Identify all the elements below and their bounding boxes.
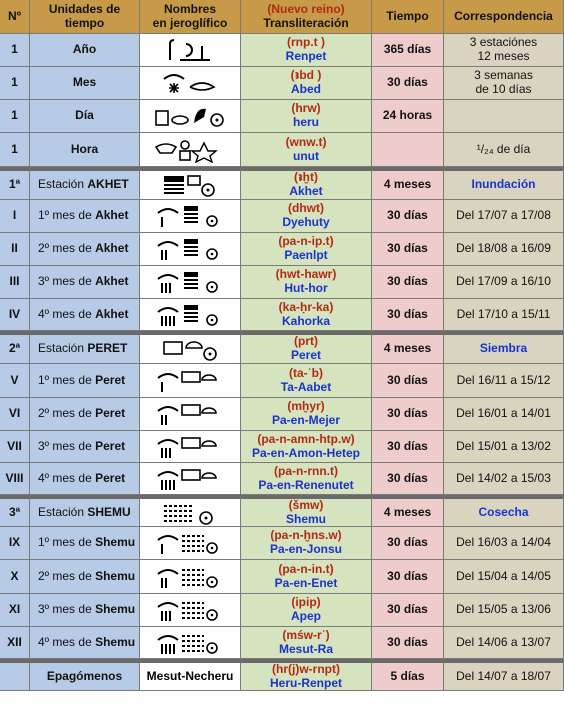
row-correspondence: Cosecha	[444, 495, 564, 527]
row-time: 30 días	[372, 398, 444, 431]
row-correspondence: Del 16/03 a 14/04	[444, 527, 564, 560]
row-correspondence: Del 15/04 a 14/05	[444, 560, 564, 594]
row-num: VI	[0, 398, 30, 431]
translit-original: (rnp.t )	[287, 35, 325, 50]
row-correspondence	[444, 67, 564, 100]
row-time: 30 días	[372, 364, 444, 398]
translit-spanish: Pa-en-Jonsu	[269, 542, 342, 556]
row-correspondence: Del 14/02 a 15/03	[444, 463, 564, 495]
row-unit	[30, 560, 140, 594]
unit-prefix: 4º mes de	[38, 634, 92, 649]
row-unit	[30, 527, 140, 560]
row-transliteration	[241, 299, 372, 331]
row-unit	[30, 34, 140, 67]
header-hiero-line1: Nombres	[163, 1, 216, 16]
translit-original: (hwt-hawr)	[275, 267, 337, 282]
row-num: 1	[0, 67, 30, 100]
row-num: III	[0, 266, 30, 299]
header-unit-line1: Unidades de	[48, 1, 121, 16]
translit-original: (hrw)	[291, 101, 321, 116]
row-time: 30 días	[372, 560, 444, 594]
unit-name: Akhet	[95, 274, 129, 289]
row-transliteration	[241, 167, 372, 200]
row-hieroglyph	[140, 627, 241, 659]
unit-name: PERET	[87, 341, 128, 356]
unit-name: Año	[72, 42, 97, 57]
row-hieroglyph	[140, 594, 241, 627]
row-correspondence: Del 14/06 a 13/07	[444, 627, 564, 659]
unit-name: Peret	[95, 470, 126, 485]
row-transliteration	[241, 200, 372, 233]
row-num: X	[0, 560, 30, 594]
row-num: IX	[0, 527, 30, 560]
row-transliteration	[241, 133, 372, 167]
hieroglyph-icon	[156, 302, 224, 328]
hieroglyph-icon	[156, 203, 224, 229]
row-unit	[30, 133, 140, 167]
unit-prefix: 3º mes de	[38, 602, 92, 617]
unit-name: AKHET	[87, 177, 129, 192]
translit-original: (pa-n-amn-htp.w)	[257, 431, 355, 446]
row-transliteration	[241, 594, 372, 627]
row-time: 30 días	[372, 233, 444, 266]
row-hieroglyph	[140, 431, 241, 463]
translit-spanish: Hut-hor	[284, 281, 328, 295]
translit-original: (dhwt)	[288, 201, 324, 216]
corr-text: 3 semanas de 10 días	[474, 68, 533, 96]
row-hieroglyph	[140, 200, 241, 233]
hieroglyph-icon	[156, 597, 224, 623]
hieroglyph-icon	[160, 336, 220, 362]
row-unit	[30, 659, 140, 691]
translit-original: (pa-n-ḫns.w)	[270, 528, 342, 543]
row-correspondence: Del 14/07 a 18/07	[444, 659, 564, 691]
row-num	[0, 659, 30, 691]
unit-name: Akhet	[95, 241, 129, 256]
translit-original: (pa-n-rnn.t)	[274, 463, 338, 478]
row-hieroglyph	[140, 167, 241, 200]
row-correspondence: Del 15/01 a 13/02	[444, 431, 564, 463]
translit-spanish: Pa-en-Mejer	[271, 413, 341, 427]
translit-spanish: Renpet	[285, 49, 327, 63]
hieroglyph-icon	[154, 137, 226, 163]
unit-name: Peret	[95, 438, 126, 453]
translit-spanish: Ta-Aabet	[280, 379, 332, 394]
unit-name: Shemu	[95, 634, 136, 649]
translit-spanish: Akhet	[289, 184, 323, 198]
unit-prefix: 4º mes de	[38, 306, 92, 321]
row-hieroglyph	[140, 659, 241, 691]
row-time: 30 días	[372, 200, 444, 233]
header-corr: Correspondencia	[444, 0, 564, 34]
header-unit-line2: tiempo	[64, 15, 105, 30]
hieroglyph-icon	[156, 434, 224, 460]
header-trans-line1: (Nuevo reino)	[267, 1, 345, 16]
row-transliteration	[241, 659, 372, 691]
translit-spanish: Pa-en-Amon-Hetep	[251, 445, 360, 460]
row-unit	[30, 233, 140, 266]
header-unit	[30, 0, 140, 34]
row-num: 1	[0, 133, 30, 167]
translit-spanish: Heru-Renpet	[269, 675, 342, 690]
row-hieroglyph	[140, 299, 241, 331]
translit-spanish: Peret	[290, 348, 322, 362]
translit-original: (ꜣḫt)	[294, 170, 318, 185]
row-time: 30 días	[372, 67, 444, 100]
row-num: IV	[0, 299, 30, 331]
row-correspondence: Del 17/09 a 16/10	[444, 266, 564, 299]
row-correspondence: Del 16/11 a 15/12	[444, 364, 564, 398]
translit-original: (mḫyr)	[287, 399, 325, 414]
row-num: 1	[0, 100, 30, 133]
row-unit	[30, 100, 140, 133]
translit-original: (šmw)	[288, 497, 324, 512]
hieroglyph-icon	[160, 172, 220, 198]
row-transliteration	[241, 627, 372, 659]
row-time: 30 días	[372, 627, 444, 659]
row-num: V	[0, 364, 30, 398]
header-time: Tiempo	[372, 0, 444, 34]
hieroglyph-icon	[160, 71, 220, 95]
row-transliteration	[241, 560, 372, 594]
translit-original: (wnw.t)	[285, 134, 327, 149]
row-correspondence: Del 17/10 a 15/11	[444, 299, 564, 331]
translit-original: (ipip)	[291, 595, 321, 610]
row-transliteration	[241, 431, 372, 463]
row-transliteration	[241, 495, 372, 527]
row-unit	[30, 266, 140, 299]
unit-name: SHEMU	[87, 504, 131, 519]
hiero-text: Mesut-Necheru	[146, 668, 234, 683]
row-num: II	[0, 233, 30, 266]
hieroglyph-icon	[156, 368, 224, 394]
row-unit	[30, 627, 140, 659]
row-correspondence: Inundación	[444, 167, 564, 200]
unit-name: Shemu	[95, 568, 136, 583]
hieroglyph-icon	[160, 38, 220, 62]
translit-spanish: Pa-en-Enet	[274, 575, 338, 590]
row-unit	[30, 431, 140, 463]
unit-name: Epagómenos	[46, 668, 123, 683]
header-hiero-line2: en jeroglífico	[152, 15, 228, 30]
row-num: I	[0, 200, 30, 233]
unit-prefix: 1º mes de	[38, 208, 92, 223]
unit-name: Mes	[72, 75, 97, 90]
unit-prefix: 2º mes de	[38, 241, 92, 256]
row-transliteration	[241, 463, 372, 495]
row-time: 4 meses	[372, 495, 444, 527]
row-unit	[30, 495, 140, 527]
unit-name: Shemu	[95, 602, 136, 617]
row-hieroglyph	[140, 560, 241, 594]
header-hiero	[140, 0, 241, 34]
translit-original: (hr(j)w-rnpt)	[272, 661, 340, 676]
translit-spanish: Kahorka	[281, 313, 331, 328]
unit-name: Peret	[95, 372, 126, 387]
row-hieroglyph	[140, 100, 241, 133]
row-hieroglyph	[140, 233, 241, 266]
row-time: 30 días	[372, 594, 444, 627]
translit-original: (mśw-rʿ)	[282, 627, 330, 642]
row-num: VII	[0, 431, 30, 463]
unit-prefix: Estación	[38, 504, 85, 519]
row-hieroglyph	[140, 133, 241, 167]
row-unit	[30, 463, 140, 495]
row-num: 1ª	[0, 167, 30, 200]
row-hieroglyph	[140, 527, 241, 560]
translit-spanish: Apep	[291, 609, 321, 623]
row-num: 3ª	[0, 495, 30, 527]
row-unit	[30, 67, 140, 100]
row-time: 5 días	[372, 659, 444, 691]
hieroglyph-icon	[156, 530, 224, 556]
header-num: Nº	[0, 0, 30, 34]
row-hieroglyph	[140, 398, 241, 431]
unit-name: Hora	[70, 141, 99, 156]
row-unit	[30, 167, 140, 200]
row-correspondence: ¹/₂₄ de día	[444, 133, 564, 167]
translit-original: (ꜣbd )	[290, 68, 322, 83]
row-time: 30 días	[372, 463, 444, 495]
row-time: 365 días	[372, 34, 444, 67]
unit-name: Akhet	[95, 208, 129, 223]
corr-text: 3 estaciónes 12 meses	[469, 35, 538, 63]
translit-original: (pa-n-ip.t)	[278, 234, 334, 249]
row-time: 30 días	[372, 266, 444, 299]
unit-prefix: 3º mes de	[38, 438, 92, 453]
row-transliteration	[241, 34, 372, 67]
row-num: XI	[0, 594, 30, 627]
translit-spanish: Pa-en-Renenutet	[258, 477, 354, 492]
hieroglyph-icon	[160, 500, 220, 526]
row-transliteration	[241, 364, 372, 398]
row-unit	[30, 364, 140, 398]
unit-prefix: 2º mes de	[38, 406, 92, 421]
row-hieroglyph	[140, 34, 241, 67]
row-transliteration	[241, 67, 372, 100]
hieroglyph-icon	[156, 466, 224, 492]
row-hieroglyph	[140, 463, 241, 495]
translit-spanish: Mesut-Ra	[278, 641, 333, 656]
row-correspondence: Del 18/08 a 16/09	[444, 233, 564, 266]
row-time: 24 horas	[372, 100, 444, 133]
row-transliteration	[241, 233, 372, 266]
translit-original: (ta-ʿb)	[289, 365, 323, 380]
row-correspondence: Del 15/05 a 13/06	[444, 594, 564, 627]
row-hieroglyph	[140, 266, 241, 299]
unit-prefix: 1º mes de	[38, 535, 92, 550]
unit-name: Akhet	[95, 306, 129, 321]
row-unit	[30, 331, 140, 364]
row-correspondence: Del 16/01 a 14/01	[444, 398, 564, 431]
row-hieroglyph	[140, 364, 241, 398]
hieroglyph-icon	[156, 564, 224, 590]
row-transliteration	[241, 331, 372, 364]
unit-prefix: 3º mes de	[38, 274, 92, 289]
unit-prefix: 2º mes de	[38, 568, 92, 583]
translit-spanish: Dyehuty	[282, 215, 330, 229]
row-time: 30 días	[372, 527, 444, 560]
row-hieroglyph	[140, 331, 241, 364]
row-correspondence: Siembra	[444, 331, 564, 364]
row-transliteration	[241, 266, 372, 299]
unit-prefix: 1º mes de	[38, 372, 92, 387]
unit-name: Peret	[95, 406, 126, 421]
header-trans	[241, 0, 372, 34]
row-transliteration	[241, 527, 372, 560]
row-correspondence	[444, 100, 564, 133]
unit-name: Día	[75, 108, 94, 123]
hieroglyph-icon	[156, 236, 224, 262]
translit-spanish: Paenlpt	[284, 248, 328, 262]
translit-spanish: Shemu	[285, 511, 326, 526]
row-time	[372, 133, 444, 167]
row-hieroglyph	[140, 495, 241, 527]
hieroglyph-icon	[156, 269, 224, 295]
row-num: 1	[0, 34, 30, 67]
row-num: XII	[0, 627, 30, 659]
unit-prefix: Estación	[38, 177, 85, 192]
row-time: 4 meses	[372, 167, 444, 200]
row-hieroglyph	[140, 67, 241, 100]
row-unit	[30, 594, 140, 627]
translit-original: (ka-ḥr-ka)	[278, 299, 334, 314]
translit-spanish: heru	[292, 115, 319, 129]
row-unit	[30, 299, 140, 331]
row-correspondence	[444, 34, 564, 67]
unit-prefix: 4º mes de	[38, 470, 92, 485]
row-transliteration	[241, 398, 372, 431]
row-num: 2ª	[0, 331, 30, 364]
row-time: 30 días	[372, 431, 444, 463]
hieroglyph-icon	[156, 401, 224, 427]
hieroglyph-icon	[156, 630, 224, 656]
row-unit	[30, 398, 140, 431]
translit-spanish: unut	[293, 148, 319, 163]
row-transliteration	[241, 100, 372, 133]
translit-original: (pa-n-in.t)	[278, 561, 334, 576]
row-time: 30 días	[372, 299, 444, 331]
header-trans-line2: Transliteración	[263, 15, 349, 30]
row-num: VIII	[0, 463, 30, 495]
row-unit	[30, 200, 140, 233]
unit-name: Shemu	[95, 535, 136, 550]
row-correspondence: Del 17/07 a 17/08	[444, 200, 564, 233]
row-time: 4 meses	[372, 331, 444, 364]
translit-original: (prt)	[294, 334, 318, 349]
unit-prefix: Estación	[38, 341, 85, 356]
hieroglyph-icon	[154, 103, 226, 129]
translit-spanish: Abed	[291, 82, 321, 96]
